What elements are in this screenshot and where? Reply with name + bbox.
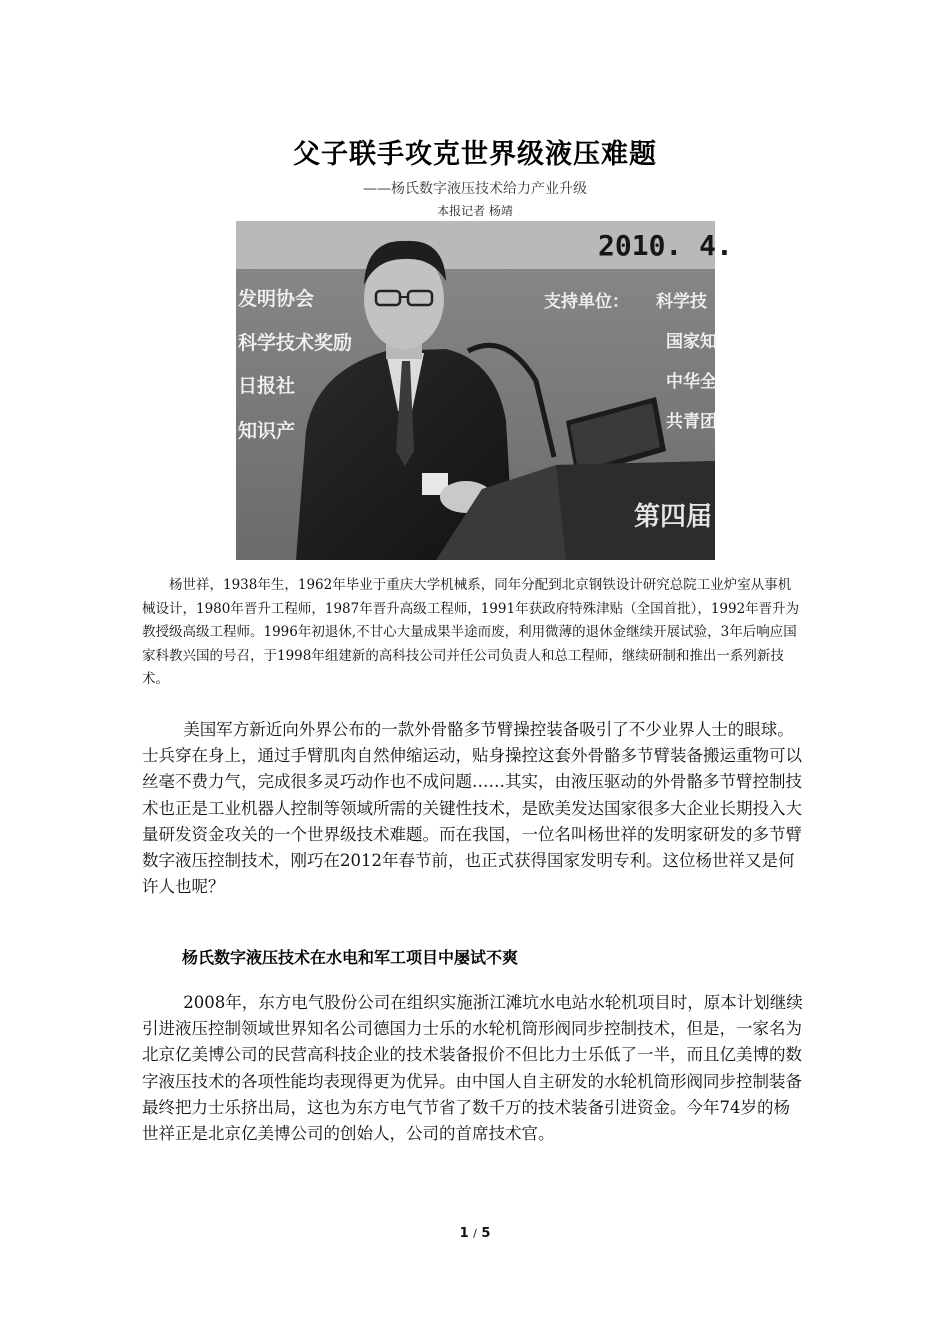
banner-date: 2010. 4. [598, 229, 733, 262]
podium-text: 第四届 [634, 502, 713, 532]
banner-left-line: 知识产 [238, 420, 296, 442]
article-title: 父子联手攻克世界级液压难题 [293, 139, 657, 170]
page-current: 1 [459, 1226, 469, 1241]
banner-left-line: 发明协会 [238, 288, 315, 310]
photo-caption: 杨世祥，1938年生，1962年毕业于重庆大学机械系，同年分配到北京钢铁设计研究总院工业炉室从事机械设计，1980年晋升工程师，1987年晋升高级工程师，1991年获政府特殊津贴（全国首批），1992年晋升为教授级高级工程师。1996年初退休,不甘心大量成果半途而废，利用微薄的退休金继续开展试验，3年后响应国家科教兴国的号召，于1998年组建新的高科技公司并任公司负责人和总工程师，继续研制和推出一系列新技术。 [142, 577, 800, 687]
banner-support-label: 支持单位： [544, 292, 629, 312]
banner-right-line: 共青团 [666, 412, 717, 432]
page-separator: / [473, 1227, 477, 1240]
section-heading: 杨氏数字液压技术在水电和军工项目中屡试不爽 [182, 948, 519, 967]
speaker-photo-illustration [236, 221, 733, 560]
banner-left-line: 日报社 [238, 375, 296, 397]
article-photo [236, 221, 733, 560]
banner-right-line: 国家知 [666, 332, 717, 352]
banner-left-line: 科学技术奖励 [238, 332, 353, 354]
page-number [0, 1226, 950, 1241]
body-paragraph: 2008年，东方电气股份公司在组织实施浙江滩坑水电站水轮机项目时，原本计划继续引进液压控制领域世界知名公司德国力士乐的水轮机筒形阀同步控制技术，但是，一家名为北京亿美博公司的民营高科技企业的技术装备报价不但比力士乐低了一半，而且亿美博的数字液压技术的各项性能均表现得更为优异。由中国人自主研发的水轮机筒形阀同步控制装备最终把力士乐挤出局，这也为东方电气节省了数千万的技术装备引进资金。今年74岁的杨世祥正是北京亿美博公司的创始人，公司的首席技术官。 [142, 993, 803, 1144]
body-paragraph: 美国军方新近向外界公布的一款外骨骼多节臂操控装备吸引了不少业界人士的眼球。士兵穿在身上，通过手臂肌肉自然伸缩运动，贴身操控这套外骨骼多节臂装备搬运重物可以丝毫不费力气，完成很多灵巧动作也不成问题……其实，由液压驱动的外骨骼多节臂控制技术也正是工业机器人控制等领域所需的关键性技术，是欧美发达国家很多大企业长期投入大量研发资金攻关的一个世界级技术难题。而在我国，一位名叫杨世祥的发明家研发的多节臂数字液压控制技术，刚巧在2012年春节前，也正式获得国家发明专利。这位杨世祥又是何许人也呢？ [142, 720, 802, 897]
banner-right-line: 中华全 [666, 372, 717, 392]
banner-right-line: 科学技 [656, 292, 707, 312]
page-total: 5 [481, 1226, 491, 1241]
article-subtitle: ——杨氏数字液压技术给力产业升级 [363, 181, 587, 197]
article-byline: 本报记者 杨靖 [437, 204, 513, 218]
